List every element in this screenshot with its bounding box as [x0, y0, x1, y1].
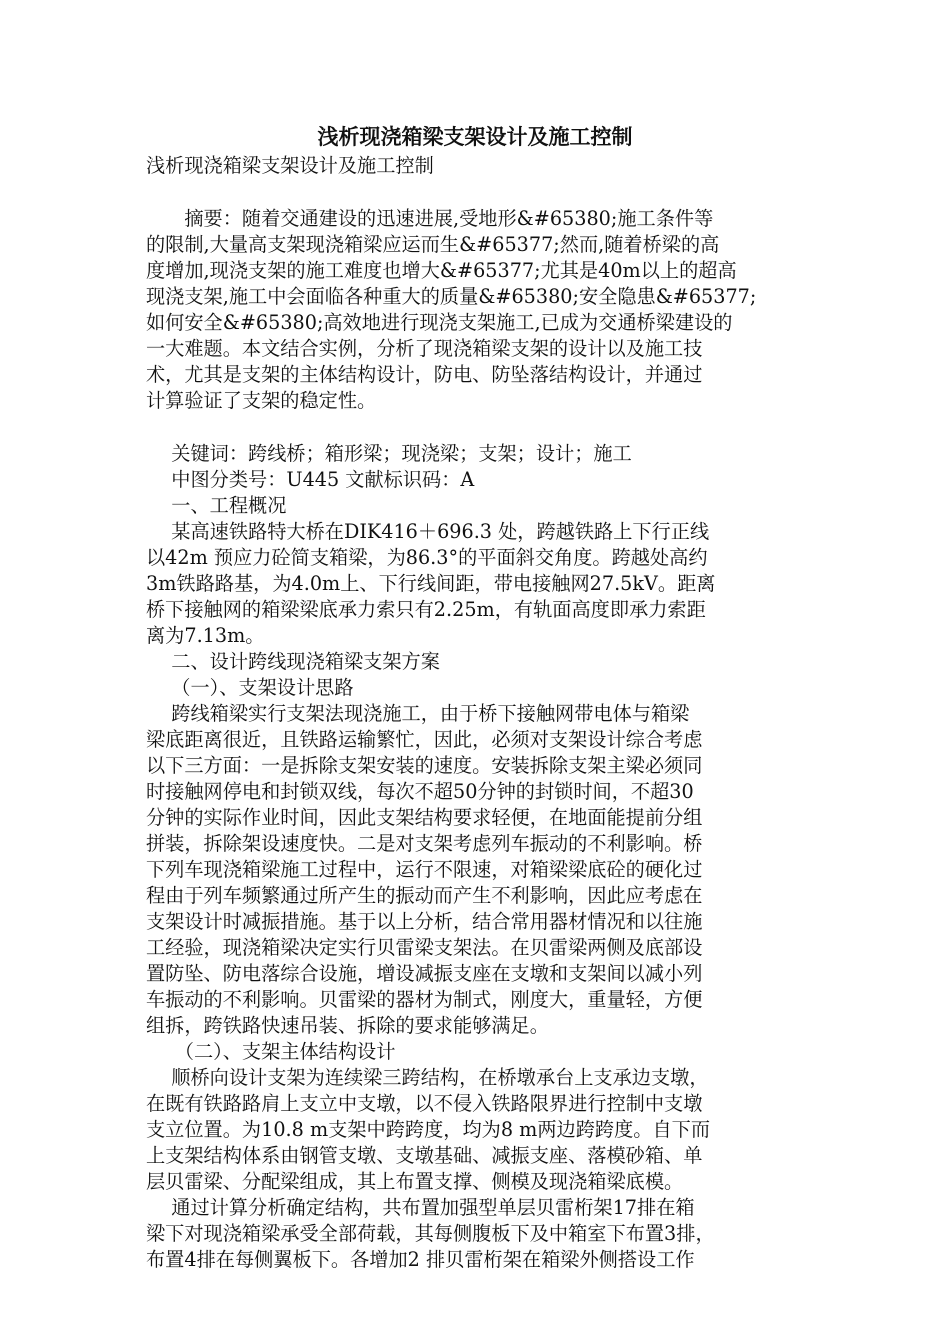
body-line: 上支架结构体系由钢管支墩、支墩基础、减振支座、落模砂箱、单: [146, 1144, 703, 1167]
body-line: 下列车现浇箱梁施工过程中，运行不限速，对箱梁梁底砼的硬化过: [146, 858, 703, 881]
subtitle-line: 浅析现浇箱梁支架设计及施工控制: [146, 154, 434, 177]
subsection-heading: （二）、支架主体结构设计: [146, 1040, 396, 1063]
body-line: 梁底距离很近，且铁路运输繁忙，因此，必须对支架设计综合考虑: [146, 728, 703, 751]
body-line: 离为7.13m。: [146, 624, 265, 647]
abstract-line: 一大难题。本文结合实例，分析了现浇箱梁支架的设计以及施工技: [146, 337, 703, 360]
classification-line: 中图分类号：U445 文献标识码：A: [146, 468, 475, 491]
body-line: 程由于列车频繁通过所产生的振动而产生不利影响，因此应考虑在: [146, 884, 703, 907]
body-line: 分钟的实际作业时间，因此支架结构要求轻便，在地面能提前分组: [146, 806, 703, 829]
body-line: 拼装，拆除架设速度快。二是对支架考虑列车振动的不利影响。桥: [146, 832, 703, 855]
keywords-line: 关键词：跨线桥；箱形梁；现浇梁；支架；设计；施工: [146, 442, 632, 465]
body-line: 桥下接触网的箱梁梁底承力索只有2.25m，有轨面高度即承力索距: [146, 598, 706, 621]
body-line: 以42m 预应力砼简支箱梁，为86.3°的平面斜交角度。跨越处高约: [146, 546, 708, 569]
body-line: 通过计算分析确定结构，共布置加强型单层贝雷桁架17排在箱: [146, 1196, 695, 1219]
abstract-line: 摘要：随着交通建设的迅速进展,受地形&#65380;施工条件等: [146, 207, 714, 230]
body-line: 工经验，现浇箱梁决定实行贝雷梁支架法。在贝雷梁两侧及底部设: [146, 936, 703, 959]
body-line: 层贝雷梁、分配梁组成，其上布置支撑、侧模及现浇箱梁底模。: [146, 1170, 684, 1193]
body-line: 支立位置。为10.8 m支架中跨跨度，均为8 m两边跨跨度。自下而: [146, 1118, 711, 1141]
body-line: 3m铁路路基，为4.0m上、下行线间距，带电接触网27.5kV。距离: [146, 572, 716, 595]
body-line: 跨线箱梁实行支架法现浇施工，由于桥下接触网带电体与箱梁: [146, 702, 690, 725]
abstract-line: 的限制,大量高支架现浇箱梁应运而生&#65377;然而,随着桥梁的高: [146, 233, 720, 256]
body-line: 时接触网停电和封锁双线，每次不超50分钟的封锁时间，不超30: [146, 780, 694, 803]
abstract-line: 现浇支架,施工中会面临各种重大的质量&#65380;安全隐患&#65377;: [146, 285, 757, 308]
body-line: 以下三方面：一是拆除支架安装的速度。安装拆除支架主梁必须同: [146, 754, 703, 777]
section-heading: 二、设计跨线现浇箱梁支架方案: [146, 650, 440, 673]
body-line: 某高速铁路特大桥在DIK416＋696.3 处，跨越铁路上下行正线: [146, 520, 710, 543]
body-line: 在既有铁路路肩上支立中支墩，以不侵入铁路限界进行控制中支墩: [146, 1092, 703, 1115]
document-title: 浅析现浇箱梁支架设计及施工控制: [317, 124, 633, 149]
body-line: 布置4排在每侧翼板下。各增加2 排贝雷桁架在箱梁外侧搭设工作: [146, 1248, 695, 1271]
abstract-line: 如何安全&#65380;高效地进行现浇支架施工,已成为交通桥梁建设的: [146, 311, 733, 334]
body-line: 顺桥向设计支架为连续梁三跨结构，在桥墩承台上支承边支墩，: [146, 1066, 709, 1089]
abstract-line: 度增加,现浇支架的施工难度也增大&#65377;尤其是40m以上的超高: [146, 259, 737, 282]
abstract-line: 计算验证了支架的稳定性。: [146, 389, 377, 412]
body-line: 组拆，跨铁路快速吊装、拆除的要求能够满足。: [146, 1014, 549, 1037]
body-line: 车振动的不利影响。贝雷梁的器材为制式，刚度大，重量轻，方便: [146, 988, 703, 1011]
body-line: 支架设计时减振措施。基于以上分析，结合常用器材情况和以往施: [146, 910, 703, 933]
body-line: 置防坠、防电落综合设施，增设减振支座在支墩和支架间以减小列: [146, 962, 703, 985]
section-heading: 一、工程概况: [146, 494, 287, 517]
subsection-heading: （一）、支架设计思路: [146, 676, 354, 699]
abstract-line: 术，尤其是支架的主体结构设计，防电、防坠落结构设计，并通过: [146, 363, 703, 386]
body-line: 梁下对现浇箱梁承受全部荷载，其每侧腹板下及中箱室下布置3排，: [146, 1222, 715, 1245]
